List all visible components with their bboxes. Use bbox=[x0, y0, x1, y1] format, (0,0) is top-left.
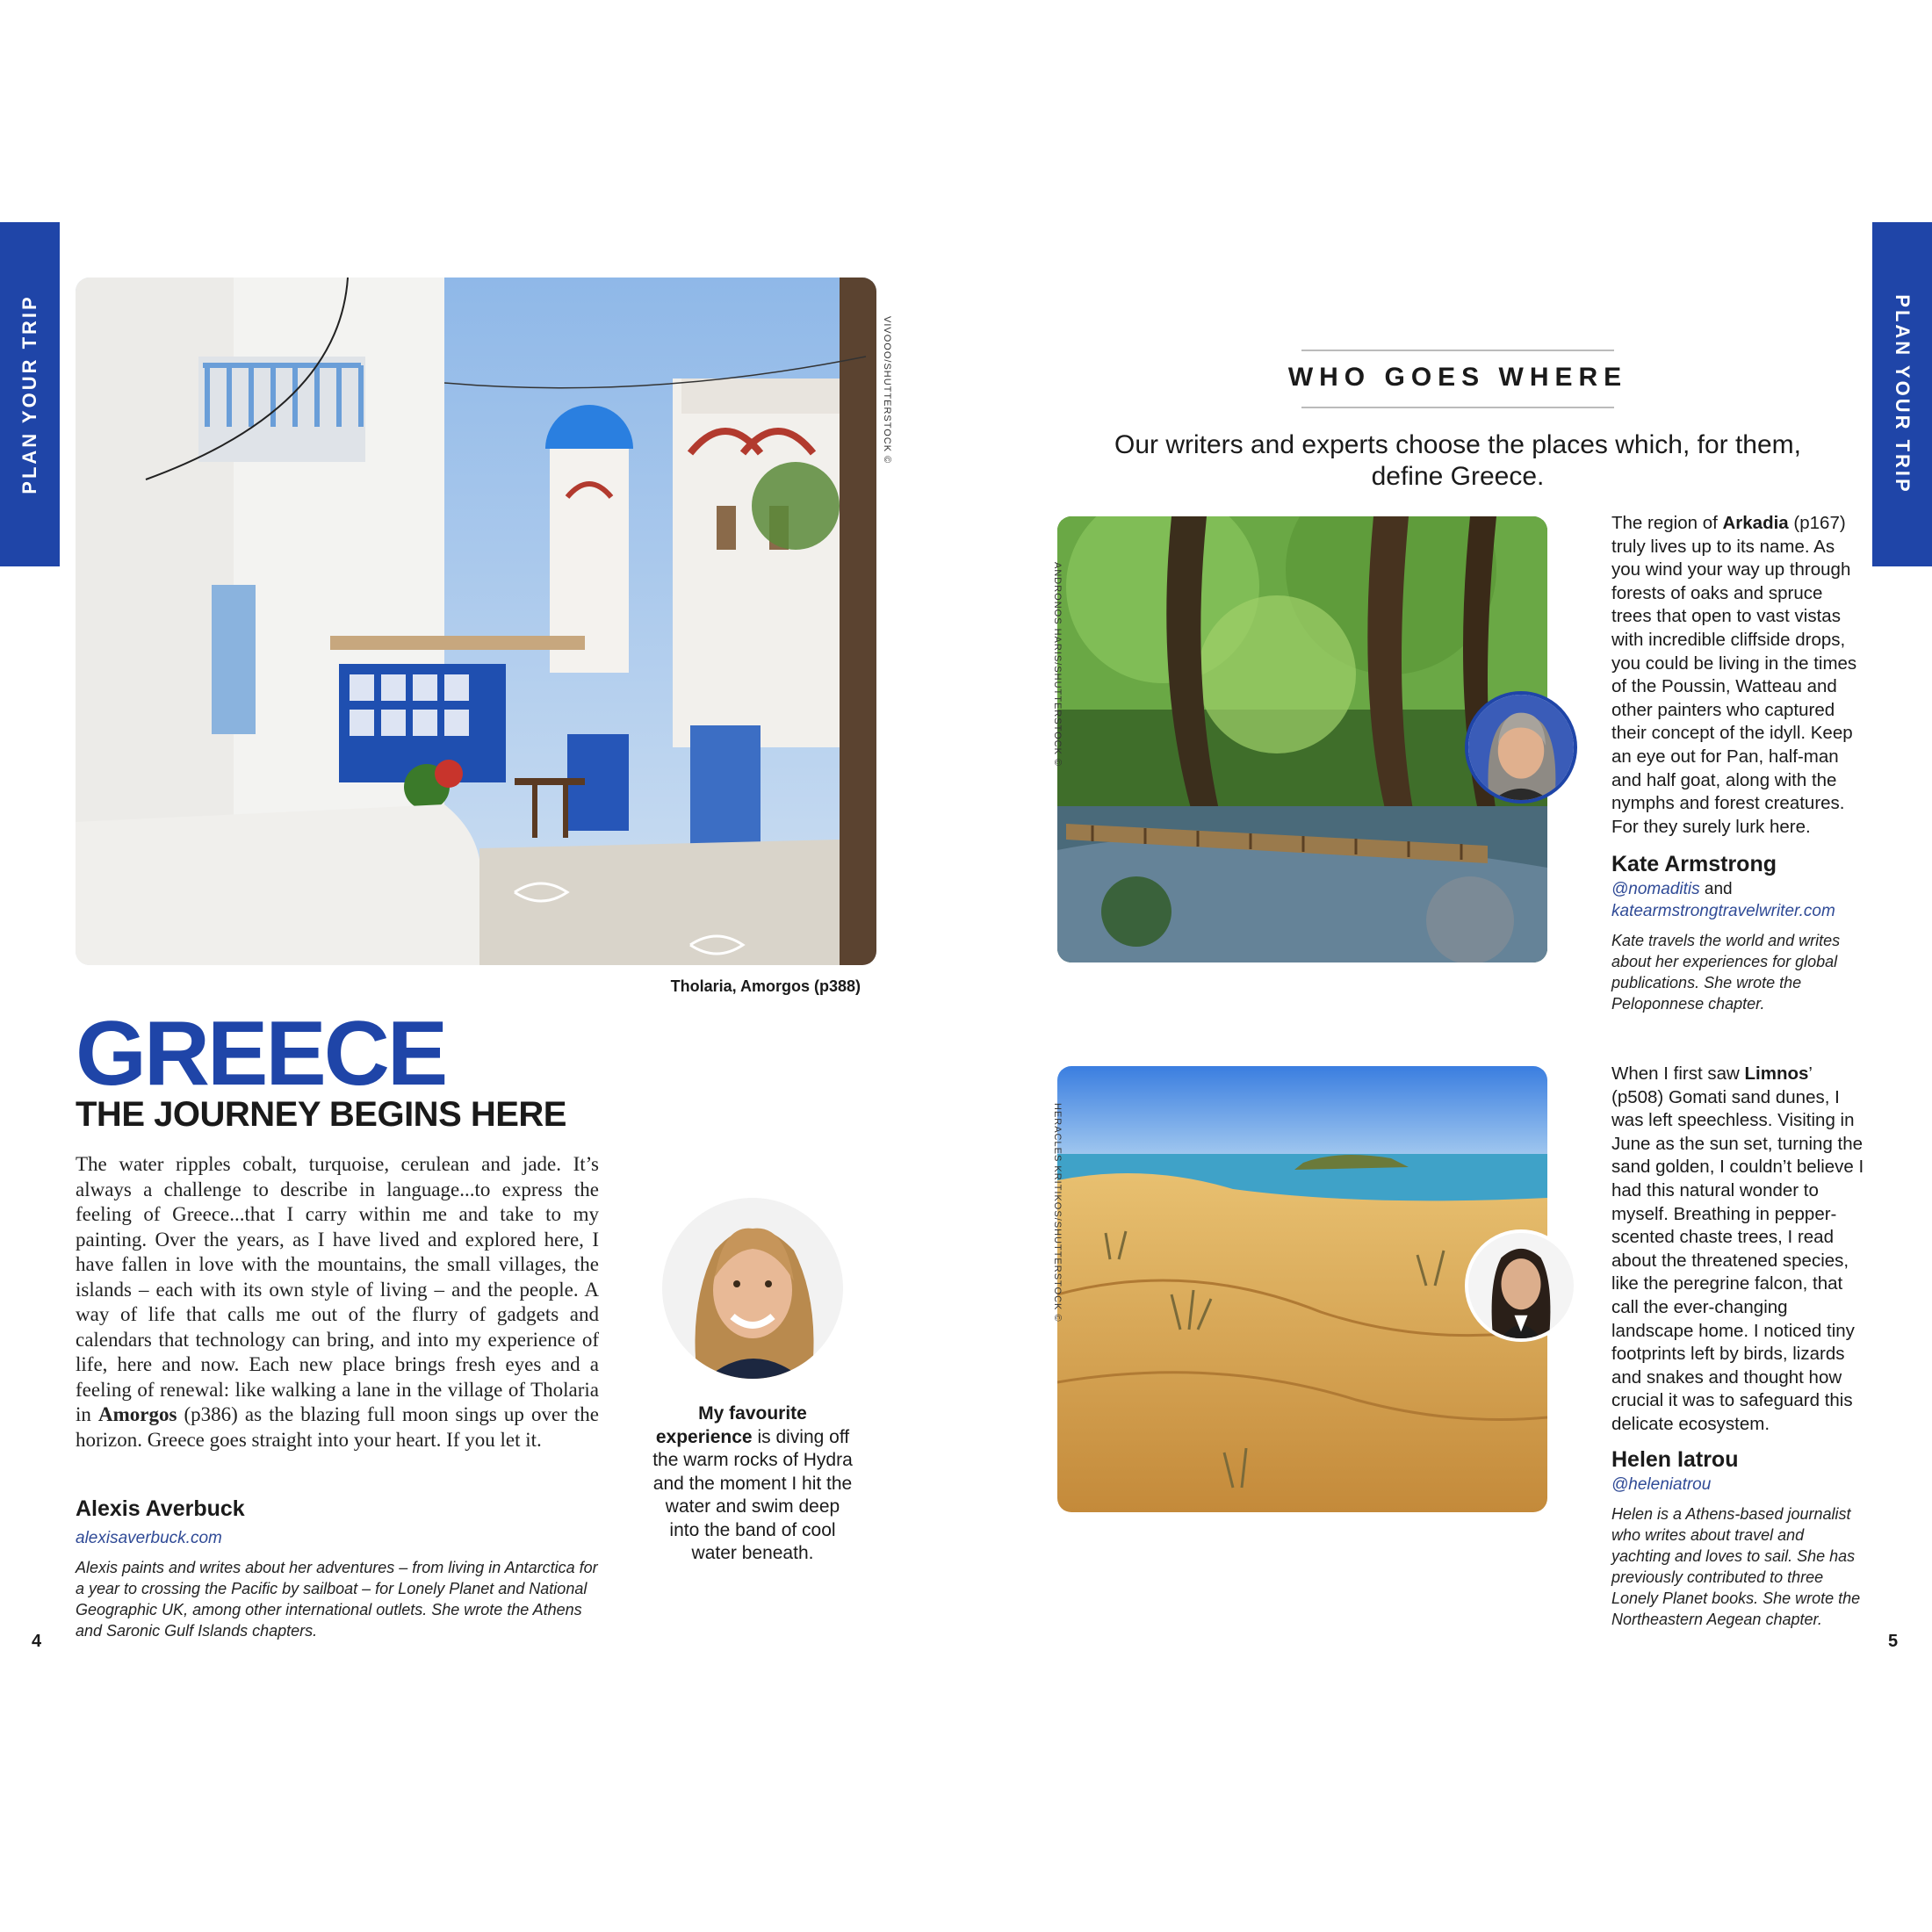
avatar-helen bbox=[1465, 1229, 1577, 1342]
author-bio-kate: Kate travels the world and writes about her experiences for global publications. She wrote the Peloponnese chapter. bbox=[1611, 932, 1841, 1013]
arkadia-bold: Arkadia bbox=[1722, 513, 1789, 533]
limnos-text bbox=[1611, 1063, 1866, 1437]
arkadia-text bbox=[1611, 512, 1866, 839]
favourite-bold: My favourite experience bbox=[655, 1403, 807, 1447]
section-intro: Our writers and experts choose the places which, for them, define Greece. bbox=[1114, 430, 1802, 491]
author-bio-alexis: Alexis paints and writes about her adventures – from living in Antarctica for a year to crossing the Pacific by sailboat – for Lonely Planet and National Geographic UK, among other international outlets. She wrote the Athens and Saronic Gulf Islands chapters. bbox=[76, 1559, 598, 1640]
limnos-bold: Limnos bbox=[1744, 1063, 1809, 1084]
kate-handle[interactable]: @nomaditis bbox=[1611, 880, 1700, 898]
photo-caption: Tholaria, Amorgos (p388) bbox=[670, 977, 861, 995]
page-number-right: 5 bbox=[1888, 1632, 1899, 1651]
arkadia-text-pre: The region of bbox=[1611, 513, 1723, 533]
arkadia-text-post: (p167) truly lives up to its name. As you wind your way up through forests of oaks and spruce trees that open to vast vistas with incredible cliffside drops, you could be living in the times of the Poussin, Watteau and other painters who captured their concept of the idyll. Keep an eye out for Pan, half-man and half goat, along with the nymphs and forest creatures. For they surely lurk here. bbox=[1611, 513, 1857, 837]
title-rule-top bbox=[1301, 350, 1614, 351]
author-bio-helen: Helen is a Athens-based journalist who writes about travel and yachting and loves to sail. She has previously contributed to three Lonely Planet books. She wrote the Northeastern Aegean chapter. bbox=[1611, 1505, 1861, 1628]
title-rule-bottom bbox=[1301, 407, 1614, 408]
limnos-text-pre: When I first saw bbox=[1611, 1063, 1745, 1084]
essay-bold-amorgos: Amorgos bbox=[97, 1403, 177, 1425]
kate-contact bbox=[1611, 880, 1733, 899]
page-title: GREECE bbox=[76, 1003, 446, 1105]
author-name-kate: Kate Armstrong bbox=[1611, 852, 1777, 876]
page-subtitle: THE JOURNEY BEGINS HERE bbox=[76, 1095, 566, 1134]
arkadia-photo-credit: ANDRONOS HARIS/SHUTTERSTOCK © bbox=[1052, 562, 1063, 768]
page-number-left: 4 bbox=[32, 1632, 42, 1651]
essay-text-part1: The water ripples cobalt, turquoise, cerulean and jade. It’s always a challenge to describe in language...to express the feeling of Greece...that I carry within me and take to my painting. Over the years, as I have lived and explored here, I have fallen in love with the mountains, the small villages, the islands – each with its own style of living – and the people. A way of life that calls me out of the flurry of gadgets and calendars that technology can bring, and into my experience of life, here and now. Each new place brings fresh eyes and a feeling of renewal: like walking a lane in the village of Tholaria in bbox=[76, 1153, 599, 1425]
author-link-alexis[interactable]: alexisaverbuck.com bbox=[76, 1529, 222, 1547]
side-tab-right bbox=[1872, 222, 1932, 566]
intro-essay bbox=[76, 1152, 599, 1453]
limnos-text-post: ’ (p508) Gomati sand dunes, I was left speechless. Visiting in June as the sun set, turning the sand golden, I couldn’t believe I had this natural wonder to myself. Breathing in pepper-scented chaste trees, I read about the threatened species, like the peregrine falcon, that call the ever-changing landscape home. I noticed tiny footprints left by birds, lizards and snakes and thought how crucial it was to safeguard this delicate ecosystem. bbox=[1611, 1063, 1864, 1434]
author-name-helen: Helen Iatrou bbox=[1611, 1447, 1739, 1472]
kate-link[interactable]: katearmstrongtravelwriter.com bbox=[1611, 902, 1835, 920]
side-tab-right-label: PLAN YOUR TRIP bbox=[1892, 294, 1914, 494]
section-title: WHO GOES WHERE bbox=[1287, 363, 1628, 392]
kate-and: and bbox=[1699, 880, 1733, 898]
favourite-experience bbox=[650, 1402, 855, 1566]
essay-text-part2: (p386) as the blazing full moon sings up over the horizon. Greece goes straight into your heart. If you let it. bbox=[76, 1403, 599, 1451]
avatar-alexis bbox=[662, 1198, 843, 1379]
favourite-rest: is diving off the warm rocks of Hydra and the moment I hit the water and swim deep into the band of cool water beneath. bbox=[652, 1426, 853, 1563]
side-tab-left bbox=[0, 222, 60, 566]
author-name-alexis: Alexis Averbuck bbox=[76, 1496, 245, 1521]
limnos-photo-credit: HERACLES KRITIKOS/SHUTTERSTOCK © bbox=[1052, 1103, 1063, 1323]
side-tab-left-label: PLAN YOUR TRIP bbox=[18, 294, 40, 494]
tholaria-photo-credit: VIVOOO/SHUTTERSTOCK © bbox=[882, 316, 892, 465]
avatar-kate bbox=[1465, 691, 1577, 804]
helen-handle[interactable]: @heleniatrou bbox=[1611, 1475, 1712, 1494]
tholaria-photo bbox=[76, 278, 876, 965]
